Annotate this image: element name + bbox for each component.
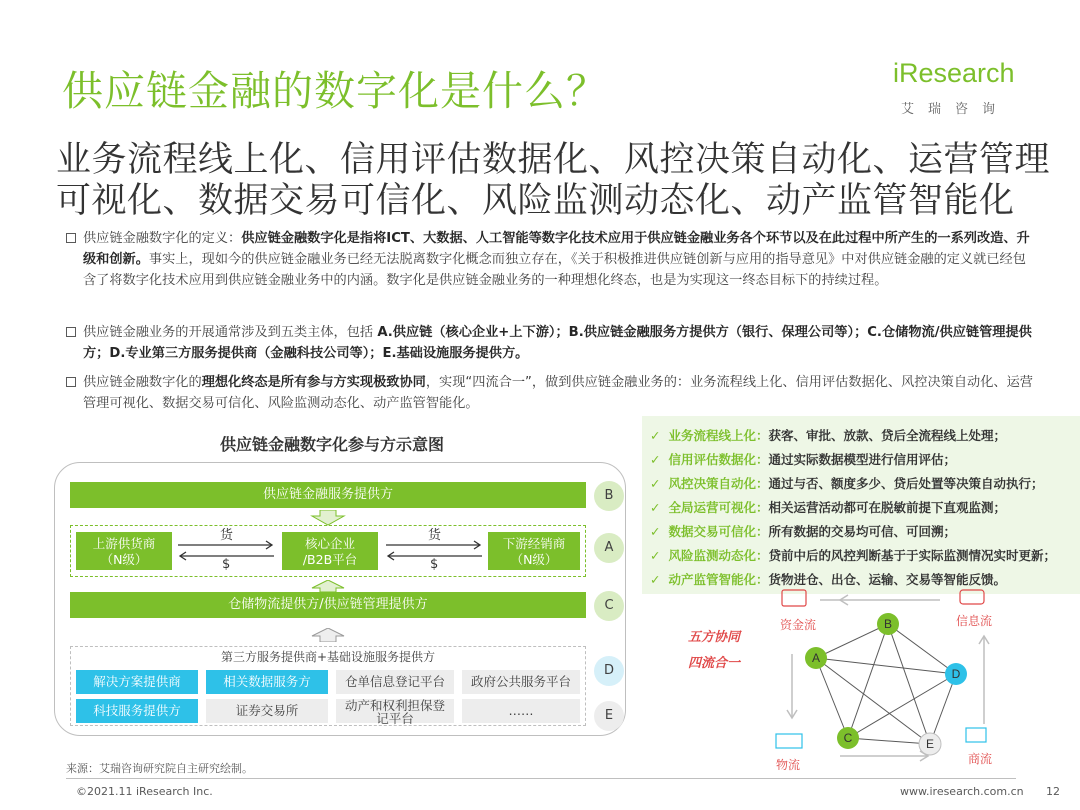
label-b: B bbox=[594, 481, 624, 511]
info-flow-label: 信息流 bbox=[956, 614, 993, 628]
subheadline-line-2: 可视化、数据交易可信化、风险监测动态化、动产监管智能化 bbox=[56, 181, 1015, 221]
check-icon: ✓ bbox=[650, 500, 661, 515]
iresearch-logo bbox=[893, 58, 1033, 126]
checklist-item: ✓ 业务流程线上化：获客、审批、放款、贷后全流程线上处理； bbox=[650, 428, 1007, 443]
bidirectional-arrow-icon bbox=[384, 540, 484, 562]
node-c-label: C bbox=[843, 731, 853, 745]
money-icon bbox=[782, 590, 806, 606]
check-icon: ✓ bbox=[650, 452, 661, 467]
slogan-four-flow: 四流合一 bbox=[688, 656, 741, 671]
chat-icon bbox=[960, 590, 984, 604]
footer-divider bbox=[66, 778, 1016, 779]
truck-icon bbox=[776, 734, 802, 748]
bidirectional-arrow-icon bbox=[176, 540, 276, 562]
cart-icon bbox=[966, 728, 986, 742]
copyright: ©2021.11 iResearch Inc. bbox=[76, 785, 213, 798]
money-label-right: $ bbox=[430, 557, 439, 572]
page-title: 供应链金融的数字化是什么？ bbox=[62, 67, 608, 115]
network-edges bbox=[816, 624, 956, 744]
logo-text: iResearch bbox=[893, 58, 1015, 88]
bullet-square-icon bbox=[66, 233, 76, 243]
goods-label-right: 货 bbox=[428, 528, 442, 543]
capital-flow-label: 资金流 bbox=[780, 618, 817, 632]
website-link[interactable]: www.iresearch.com.cn bbox=[900, 785, 1024, 798]
label-a: A bbox=[594, 533, 624, 563]
check-icon: ✓ bbox=[650, 428, 661, 443]
checklist-item: ✓ 风控决策自动化：通过与否、额度多少、贷后处置等决策自动执行； bbox=[650, 476, 1044, 491]
check-icon: ✓ bbox=[650, 524, 661, 539]
slogan-five-party: 五方协同 bbox=[688, 630, 741, 645]
logo-subtext: 艾瑞咨询 bbox=[901, 102, 1010, 117]
warehouse-receipt-platform-box: 仓单信息登记平台 bbox=[336, 670, 454, 694]
data-service-box: 相关数据服务方 bbox=[206, 670, 328, 694]
solution-provider-box: 解决方案提供商 bbox=[76, 670, 198, 694]
check-icon: ✓ bbox=[650, 548, 661, 563]
checklist-item: ✓ 风险监测动态化：贷前中后的风控判断基于于实际监测情况实时更新； bbox=[650, 548, 1057, 563]
node-e-label: E bbox=[925, 737, 935, 751]
check-icon: ✓ bbox=[650, 572, 661, 587]
stock-exchange-box: 证券交易所 bbox=[206, 699, 328, 723]
node-d-label: D bbox=[951, 667, 961, 681]
money-label-left: $ bbox=[222, 557, 231, 572]
bar-logistics-provider: 仓储物流提供方/供应链管理提供方 bbox=[70, 592, 586, 618]
up-arrow-icon bbox=[308, 628, 348, 642]
bar-finance-service-provider: 供应链金融服务提供方 bbox=[70, 482, 586, 508]
down-arrow-icon bbox=[308, 510, 348, 526]
check-icon: ✓ bbox=[650, 476, 661, 491]
node-a-label: A bbox=[811, 651, 821, 665]
label-e: E bbox=[594, 701, 624, 731]
checklist-item: ✓ 全局运营可视化：相关运营活动都可在脱敏前提下直观监测； bbox=[650, 500, 1007, 515]
downstream-dealer-box: 下游经销商 （N级） bbox=[488, 532, 580, 570]
checklist-item: ✓ 信用评估数据化：通过实际数据模型进行信用评估； bbox=[650, 452, 957, 467]
checklist-item: ✓ 动产监管智能化：货物进仓、出仓、运输、交易等智能反馈。 bbox=[650, 572, 1007, 587]
ellipsis-box: …… bbox=[462, 699, 580, 723]
bullet-square-icon bbox=[66, 377, 76, 387]
collateral-registry-box: 动产和权利担保登 记平台 bbox=[336, 699, 454, 723]
page-number: 12 bbox=[1046, 785, 1060, 798]
label-c: C bbox=[594, 591, 624, 621]
upstream-supplier-box: 上游供货商 （N级） bbox=[76, 532, 172, 570]
label-d: D bbox=[594, 656, 624, 686]
goods-label-left: 货 bbox=[220, 528, 234, 543]
checklist-item: ✓ 数据交易可信化：所有数据的交易均可信、可回溯； bbox=[650, 524, 957, 539]
core-enterprise-box: 核心企业 /B2B平台 bbox=[282, 532, 378, 570]
diagram-title: 供应链金融数字化参与方示意图 bbox=[220, 435, 445, 454]
source-note: 来源：艾瑞咨询研究院自主研究绘制。 bbox=[66, 762, 253, 775]
bullet-participants: 供应链金融业务的开展通常涉及到五类主体，包括 A.供应链（核心企业+上下游）；B.供应链金融服务方提供方（银行、保理公司等）；C.仓储物流/供应链管理提供方；D.专业第三方服务提供商（金融科技公司等）；E.基础设施服务提供方。 bbox=[66, 322, 1036, 364]
bullet-definition: 供应链金融数字化的定义：供应链金融数字化是指将ICT、大数据、人工智能等数字化技术应用于供应链金融业务各个环节以及在此过程中所产生的一系列改造、升级和创新。事实上，现如今的供应链金融业务已经无法脱离数字化概念而独立存在，《关于积极推进供应链创新与应用的指导意见》中对供应链金融的定义就已经包含了将数字化技术应用到供应链金融业务中的内涵。数字化是供应链金融业务的一种理想化终态，也是为实现这一终态目标下的持续过程。 bbox=[66, 228, 1036, 291]
logistics-flow-label: 物流 bbox=[776, 758, 801, 772]
business-flow-label: 商流 bbox=[968, 752, 993, 766]
up-arrow-icon bbox=[308, 580, 348, 592]
bullet-square-icon bbox=[66, 327, 76, 337]
gov-service-platform-box: 政府公共服务平台 bbox=[462, 670, 580, 694]
bullet-ideal-state: 供应链金融数字化的理想化终态是所有参与方实现极致协同，实现“四流合一”，做到供应链金融业务的：业务流程线上化、信用评估数据化、风控决策自动化、运营管理可视化、数据交易可信化、风险监测动态化、动产监管智能化。 bbox=[66, 372, 1036, 414]
third-party-title: 第三方服务提供商+基础设施服务提供方 bbox=[220, 650, 436, 664]
node-b-label: B bbox=[883, 617, 893, 631]
tech-service-box: 科技服务提供方 bbox=[76, 699, 198, 723]
subheadline-line-1: 业务流程线上化、信用评估数据化、风控决策自动化、运营管理 bbox=[56, 140, 1051, 180]
